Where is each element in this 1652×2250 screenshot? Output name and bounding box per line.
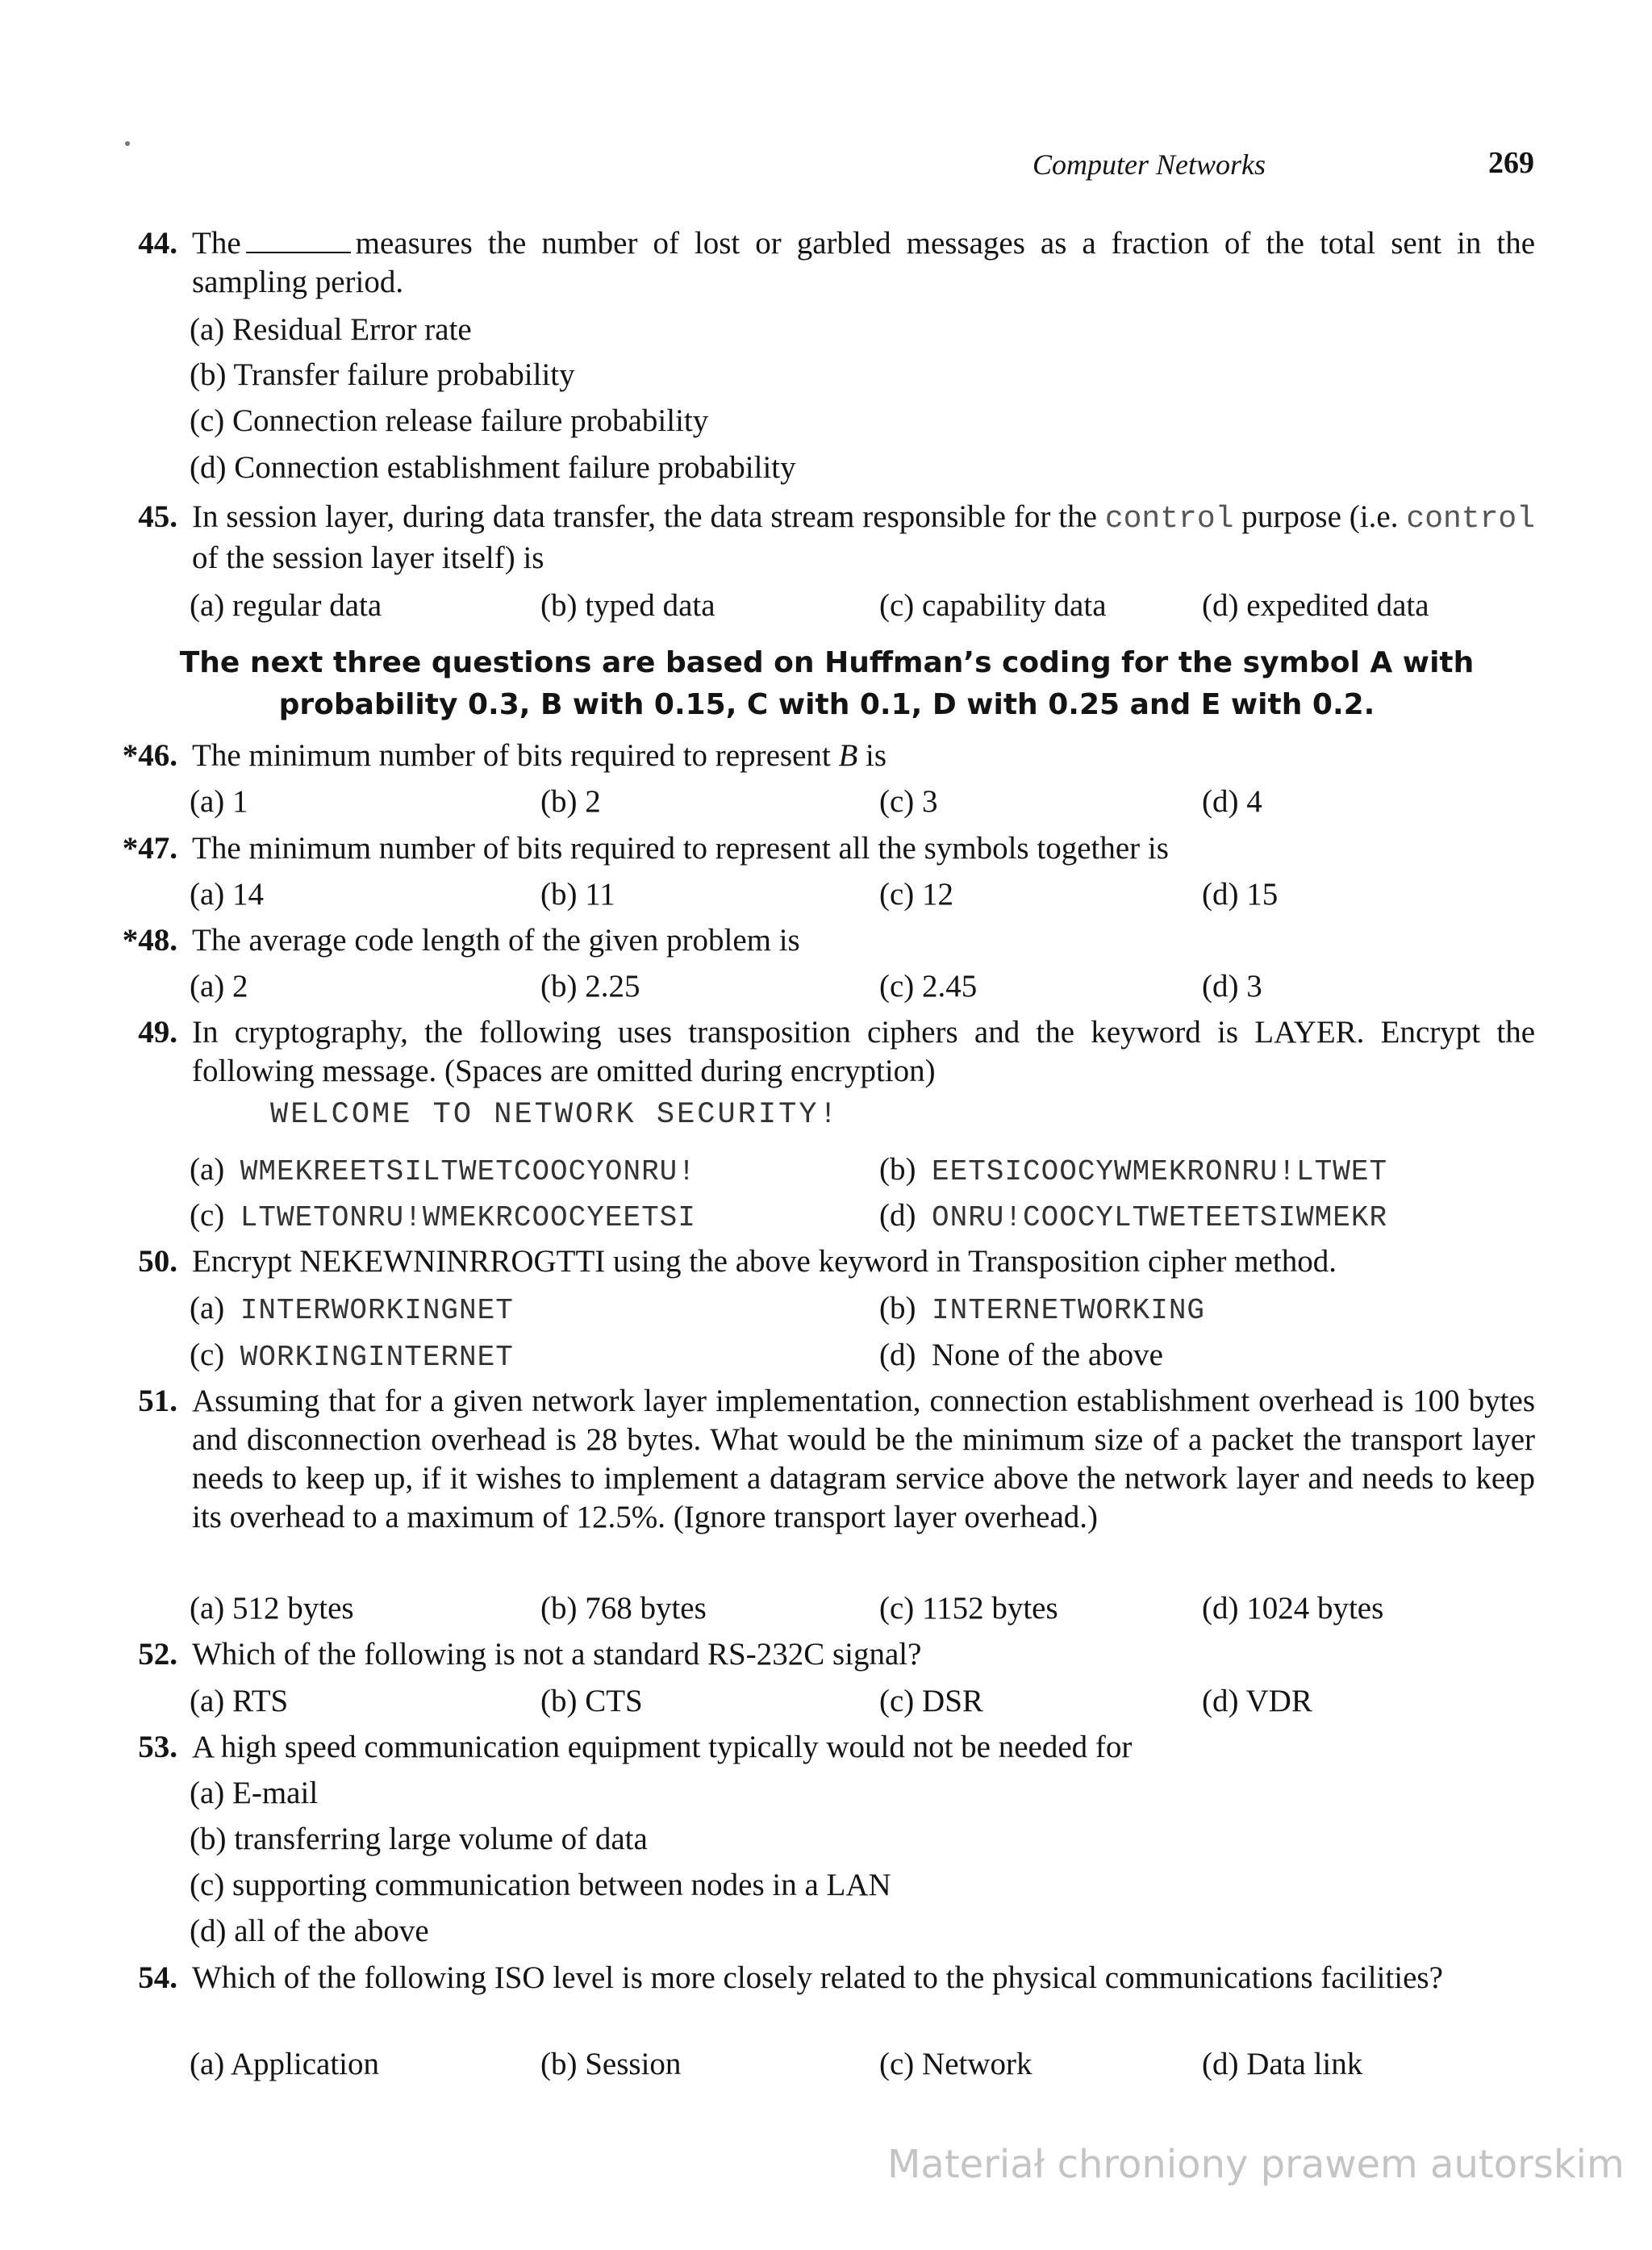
option-b: (b) Transfer failure probability: [190, 357, 575, 392]
question-stem: [192, 498, 1535, 578]
option-text: INTERNETWORKING: [931, 1294, 1206, 1327]
option-b: (b) 768 bytes: [540, 1591, 707, 1626]
variable: B: [838, 738, 858, 773]
stem-text: measures the number of lost or garbled messages as a fraction of the total sent in the sampling period.: [192, 226, 1535, 299]
question-stem: The minimum number of bits required to represent all the symbols together is: [192, 831, 1169, 866]
option-c: (c) capability data: [879, 588, 1107, 623]
option-a: (a) 512 bytes: [190, 1591, 354, 1626]
code-word: control: [1104, 502, 1234, 536]
option-b: (b) CTS: [540, 1684, 643, 1718]
option-text: INTERWORKINGNET: [240, 1294, 514, 1327]
option-c: (c) 12: [879, 877, 954, 912]
option-c: (c) 3: [879, 784, 938, 819]
page-number: 269: [1488, 146, 1534, 180]
option-d: [879, 1336, 1163, 1375]
option-d: (d) all of the above: [190, 1914, 429, 1948]
question-stem: [192, 737, 1535, 775]
option-a: (a) E-mail: [190, 1776, 319, 1810]
question-number: *48.: [122, 923, 177, 958]
option-c: (c) supporting communication between nodes in a LAN: [190, 1868, 891, 1902]
option-b: (b) Session: [540, 2047, 682, 2081]
question-stem: Assuming that for a given network layer implementation, connection establishment overhead is 100 bytes and disconnection overhead is 28 bytes. What would be the minimum size of a packet the transport layer needs to keep up, if it wishes to implement a datagram service above the network layer and needs to keep its overhead to a maximum of 12.5%. (Ignore transport layer overhead.): [192, 1384, 1535, 1534]
section-intro: The next three questions are based on Huffman’s coding for the symbol A with probability 0.3, B with 0.15, C with 0.1, D with 0.25 and E with 0.2.: [179, 646, 1475, 721]
option-a: (a) 14: [190, 877, 265, 912]
option-c: (c) Connection release failure probability: [190, 403, 709, 438]
stem-text: The: [192, 226, 241, 261]
option-a: (a) regular data: [190, 588, 382, 623]
question-number: 44.: [138, 226, 177, 261]
option-d: (d) Connection establishment failure probability: [190, 450, 796, 485]
option-label: (a): [190, 1291, 225, 1325]
option-text: ONRU!COOCYLTWETEETSIWMEKR: [931, 1201, 1388, 1234]
option-label: (c): [190, 1198, 225, 1233]
option-c: [190, 1196, 696, 1238]
option-c: (c) 2.45: [879, 969, 978, 1004]
blank-line: [246, 228, 351, 253]
question-number: 53.: [138, 1730, 177, 1764]
option-d: (d) expedited data: [1202, 588, 1429, 623]
question-number: 50.: [138, 1244, 177, 1279]
option-d: (d) VDR: [1202, 1684, 1312, 1718]
option-b: (b) transferring large volume of data: [190, 1822, 648, 1856]
stem-text: is: [866, 738, 887, 773]
option-b: [879, 1150, 1387, 1192]
question-stem: A high speed communication equipment typically would not be needed for: [192, 1730, 1133, 1764]
option-text: None of the above: [931, 1338, 1163, 1372]
option-d: [879, 1196, 1387, 1238]
option-b: (b) typed data: [540, 588, 715, 623]
option-text: LTWETONRU!WMEKRCOOCYEETSI: [240, 1201, 696, 1234]
option-label: (a): [190, 1152, 225, 1187]
option-b: (b) 2.25: [540, 969, 640, 1004]
option-d: (d) 15: [1202, 877, 1279, 912]
option-a: (a) 2: [190, 969, 248, 1004]
option-a: (a) 1: [190, 784, 248, 819]
option-a: [190, 1289, 514, 1330]
question-stem: The average code length of the given problem is: [192, 923, 800, 958]
option-b: (b) 2: [540, 784, 601, 819]
option-text: EETSICOOCYWMEKRONRU!LTWET: [931, 1155, 1388, 1188]
question-stem: [192, 224, 1535, 302]
option-a: (a) Residual Error rate: [190, 312, 472, 347]
option-label: (b): [879, 1291, 916, 1325]
option-d: (d) 3: [1202, 969, 1262, 1004]
question-stem: Encrypt NEKEWNINRROGTTI using the above keyword in Transposition cipher method.: [192, 1244, 1337, 1279]
stem-text: In session layer, during data transfer, the data stream responsible for the: [192, 499, 1097, 534]
option-text: WORKINGINTERNET: [240, 1341, 514, 1374]
question-number: 45.: [138, 499, 177, 534]
option-d: (d) 4: [1202, 784, 1262, 819]
stem-text: The minimum number of bits required to represent: [192, 738, 831, 773]
option-c: [190, 1336, 514, 1377]
question-stem: Which of the following ISO level is more closely related to the physical communications facilities?: [192, 1960, 1443, 1995]
scan-speck: [125, 141, 130, 146]
running-header-title: Computer Networks: [1032, 148, 1266, 181]
option-a: (a) Application: [190, 2047, 380, 2081]
option-label: (c): [190, 1338, 225, 1372]
option-label: (d): [879, 1338, 916, 1372]
option-d: (d) Data link: [1202, 2047, 1363, 2081]
stem-text: of the session layer itself) is: [192, 541, 544, 575]
copyright-watermark: Materiał chroniony prawem autorskim: [887, 2142, 1625, 2187]
code-word: control: [1406, 502, 1536, 536]
question-stem: Which of the following is not a standard RS-232C signal?: [192, 1637, 922, 1672]
option-b: [879, 1289, 1205, 1330]
question-number: *47.: [122, 831, 177, 866]
option-c: (c) DSR: [879, 1684, 983, 1718]
question-number: 52.: [138, 1637, 177, 1672]
stem-text: purpose (i.e.: [1241, 499, 1399, 534]
question-stem: In cryptography, the following uses transposition ciphers and the keyword is LAYER. Encrypt the following message. (Spaces are omitted during encryption): [192, 1015, 1535, 1088]
question-number: *46.: [122, 738, 177, 773]
question-number: 51.: [138, 1384, 177, 1418]
option-d: (d) 1024 bytes: [1202, 1591, 1384, 1626]
question-number: 49.: [138, 1015, 177, 1050]
option-c: (c) 1152 bytes: [879, 1591, 1058, 1626]
option-b: (b) 11: [540, 877, 615, 912]
question-number: 54.: [138, 1960, 177, 1995]
option-text: WMEKREETSILTWETCOOCYONRU!: [240, 1155, 696, 1188]
option-a: (a) RTS: [190, 1684, 289, 1718]
option-label: (d): [879, 1198, 916, 1233]
option-a: [190, 1150, 696, 1192]
plaintext-message: WELCOME TO NETWORK SECURITY!: [270, 1098, 840, 1132]
option-c: (c) Network: [879, 2047, 1032, 2081]
option-label: (b): [879, 1152, 916, 1187]
